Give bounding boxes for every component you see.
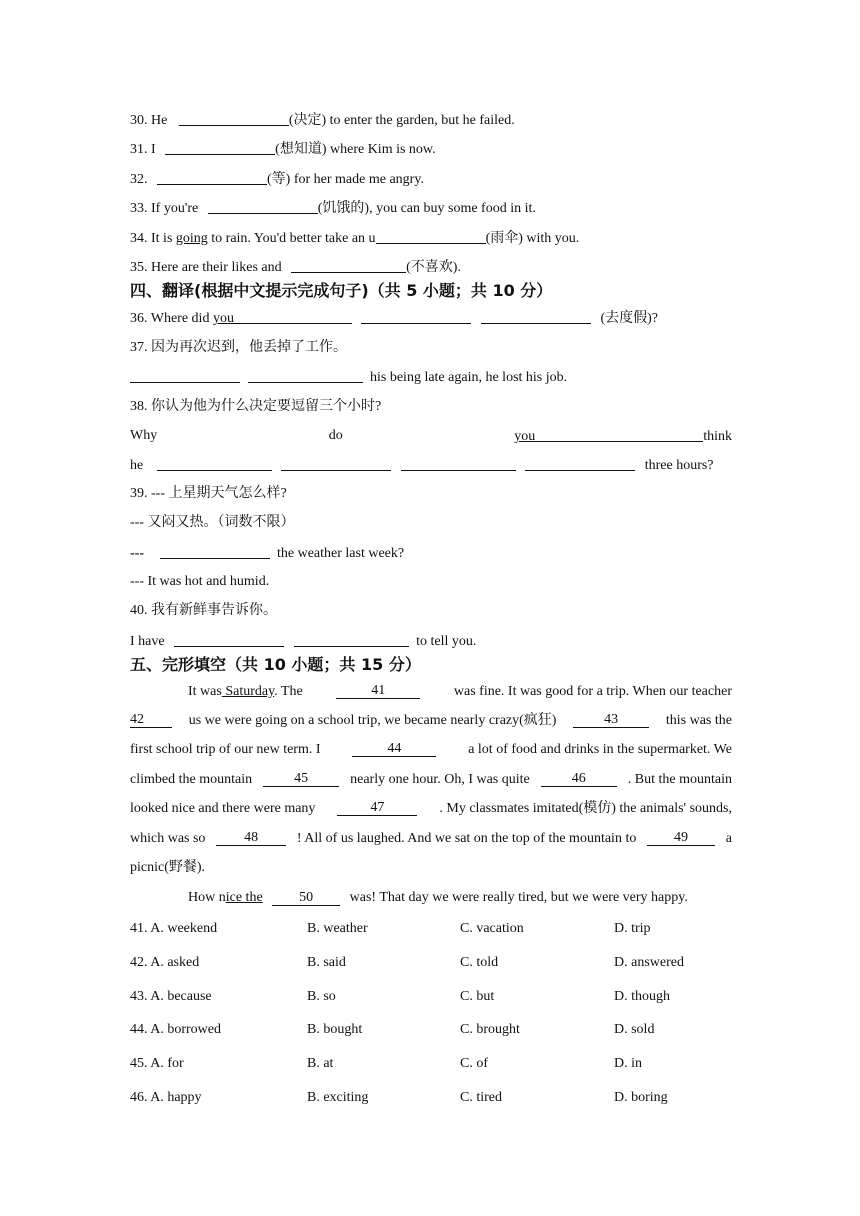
question-tail: three hours? <box>644 458 714 473</box>
option-b[interactable]: B. at <box>307 1056 334 1071</box>
answer-blank[interactable] <box>165 140 275 155</box>
passage-line-1: It was Saturday. The 41 was fine. It was good for a trip. When our teacher <box>188 683 732 699</box>
cloze-blank-50[interactable]: 50 <box>272 890 340 906</box>
option-b[interactable]: B. said <box>307 955 346 970</box>
hint-text: (雨伞) <box>485 231 523 246</box>
option-d[interactable]: D. sold <box>614 1022 655 1037</box>
question-32 <box>130 170 732 189</box>
option-c[interactable]: C. tired <box>460 1090 502 1105</box>
answer-blank[interactable] <box>234 309 352 324</box>
option-c[interactable]: C. told <box>460 955 499 970</box>
question-38-chinese: 38. 你认为他为什么决定要逗留三个小时? <box>130 399 382 414</box>
question-38-line1 <box>130 427 732 446</box>
question-39-chinese: 39. --- 上星期天气怎么样? <box>130 486 287 501</box>
option-a[interactable]: 46. A. happy <box>130 1090 202 1105</box>
answer-blank[interactable] <box>281 456 391 471</box>
question-tail: . <box>457 260 461 275</box>
passage-line-4: climbed the mountain 45 nearly one hour. Oh, I was quite 46 . But the mountain <box>130 771 732 787</box>
hint-text: (等) <box>267 172 291 187</box>
hint-text: (饥饿的) <box>317 201 370 216</box>
question-33 <box>130 199 732 218</box>
cloze-blank-44[interactable]: 44 <box>352 741 436 757</box>
cloze-blank-46[interactable]: 46 <box>541 771 617 787</box>
passage-line-3: first school trip of our new term. I 44 a lot of food and drinks in the supermarket. We <box>130 741 732 757</box>
option-d[interactable]: D. boring <box>614 1090 668 1105</box>
word-you: you <box>514 429 536 444</box>
question-31 <box>130 140 732 159</box>
question-39-chinese-answer: --- 又闷又热。（词数不限） <box>130 515 295 530</box>
option-b[interactable]: B. bought <box>307 1022 363 1037</box>
question-lead: 36. Where did <box>130 311 213 326</box>
question-number: 31. I <box>130 142 156 157</box>
hint-text: (决定) <box>288 113 327 128</box>
question-number: 33. If you're <box>130 201 199 216</box>
question-tail: to enter the garden, but he failed. <box>326 113 515 128</box>
hint-text: (不喜欢) <box>406 260 458 275</box>
option-a[interactable]: 43. A. because <box>130 989 212 1004</box>
question-tail: with you. <box>522 231 580 246</box>
question-tail: for her made me angry. <box>290 172 424 187</box>
cloze-blank-43[interactable]: 43 <box>573 712 649 728</box>
question-number: 30. He <box>130 113 168 128</box>
answer-blank[interactable] <box>208 199 318 214</box>
answer-blank[interactable] <box>130 368 240 383</box>
cloze-blank-47[interactable]: 47 <box>337 800 417 816</box>
underlined-word: you <box>212 311 234 326</box>
passage-line-5: looked nice and there were many 47 . My classmates imitated(模仿) the animals' sounds, <box>130 800 732 816</box>
underlined-word: going <box>175 231 208 246</box>
question-number: 35. Here are their likes and <box>130 260 282 275</box>
question-37 <box>130 368 732 387</box>
dialog-dash: --- <box>130 546 144 561</box>
question-34 <box>130 229 732 248</box>
passage-line-6: which was so 48 ! All of us laughed. And we sat on the top of the mountain to 49 a <box>130 830 732 846</box>
cloze-blank-48[interactable]: 48 <box>216 830 286 846</box>
cloze-blank-41[interactable]: 41 <box>336 683 420 699</box>
option-b[interactable]: B. weather <box>307 921 368 936</box>
passage-line-7: picnic(野餐). <box>130 860 206 875</box>
question-tail: (去度假)? <box>600 311 658 326</box>
question-number: 34. It is <box>130 231 176 246</box>
answer-blank[interactable] <box>361 309 471 324</box>
question-37-chinese: 37. 因为再次迟到，他丢掉了工作。 <box>130 340 347 355</box>
question-39-answer: --- It was hot and humid. <box>130 574 270 589</box>
option-c[interactable]: C. brought <box>460 1022 520 1037</box>
option-b[interactable]: B. exciting <box>307 1090 369 1105</box>
option-c[interactable]: C. but <box>460 989 495 1004</box>
cloze-passage <box>130 683 732 905</box>
option-b[interactable]: B. so <box>307 989 336 1004</box>
question-35 <box>130 258 732 277</box>
question-30 <box>130 111 732 130</box>
cloze-blank-49[interactable]: 49 <box>647 830 715 846</box>
section-heading-translation: 四、翻译(根据中文提示完成句子)（共 5 小题；共 10 分） <box>130 281 553 300</box>
question-40-chinese: 40. 我有新鲜事告诉你。 <box>130 603 277 618</box>
option-a[interactable]: 42. A. asked <box>130 955 200 970</box>
question-tail: to tell you. <box>416 634 477 649</box>
option-d[interactable]: D. answered <box>614 955 684 970</box>
word-do: do <box>328 428 343 443</box>
answer-blank[interactable] <box>248 368 363 383</box>
answer-blank[interactable] <box>401 456 516 471</box>
passage-line-2: 42 us we were going on a school trip, we became nearly crazy(疯狂) 43 this was the <box>130 712 732 728</box>
option-c[interactable]: C. vacation <box>460 921 524 936</box>
word-think: think <box>703 429 732 444</box>
section-heading-cloze: 五、完形填空（共 10 小题；共 15 分） <box>130 655 421 674</box>
answer-blank[interactable] <box>294 632 409 647</box>
question-lead: he <box>130 458 144 473</box>
question-tail: , you can buy some food in it. <box>369 201 536 216</box>
option-a[interactable]: 41. A. weekend <box>130 921 218 936</box>
answer-blank[interactable] <box>376 229 486 244</box>
option-a[interactable]: 44. A. borrowed <box>130 1022 221 1037</box>
cloze-blank-42[interactable]: 42 <box>130 712 172 728</box>
cloze-blank-45[interactable]: 45 <box>263 771 339 787</box>
question-tail: his being late again, he lost his job. <box>370 370 568 385</box>
answer-blank[interactable] <box>157 456 272 471</box>
hint-text: (想知道) <box>275 142 327 157</box>
question-39 <box>130 544 732 563</box>
answer-blank[interactable] <box>179 111 289 126</box>
passage-line-8: How nice the 50 was! That day we were really tired, but we were very happy. <box>188 890 688 905</box>
question-number: 32. <box>130 172 148 187</box>
option-d[interactable]: D. trip <box>614 921 651 936</box>
answer-blank[interactable] <box>291 258 406 273</box>
question-tail: where Kim is now. <box>326 142 436 157</box>
answer-blank[interactable] <box>481 309 591 324</box>
question-tail: the weather last week? <box>277 546 405 561</box>
option-c[interactable]: C. of <box>460 1056 488 1071</box>
answer-blank[interactable] <box>157 170 267 185</box>
word-why: Why <box>130 428 158 443</box>
option-d[interactable]: D. in <box>614 1056 642 1071</box>
answer-blank[interactable] <box>535 427 703 442</box>
option-d[interactable]: D. though <box>614 989 670 1004</box>
answer-blank[interactable] <box>174 632 284 647</box>
question-40 <box>130 632 732 651</box>
option-a[interactable]: 45. A. for <box>130 1056 184 1071</box>
answer-blank[interactable] <box>525 456 635 471</box>
question-mid: to rain. You'd better take an u <box>207 231 376 246</box>
question-38-line2 <box>130 456 732 475</box>
answer-blank[interactable] <box>160 544 270 559</box>
question-lead: I have <box>130 634 165 649</box>
question-36 <box>130 309 732 328</box>
